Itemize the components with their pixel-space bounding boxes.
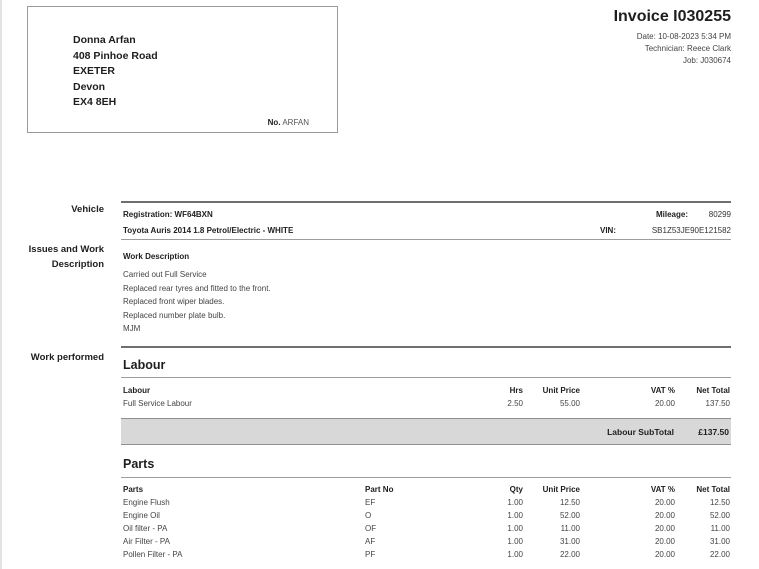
labour-heading: Labour bbox=[123, 358, 166, 372]
parts-rule bbox=[121, 477, 731, 478]
vehicle-mileage-value: 80299 bbox=[708, 210, 731, 219]
part-net: 12.50 bbox=[709, 498, 730, 507]
customer-postcode: EX4 8EH bbox=[73, 96, 117, 108]
issues-section-label-2: Description bbox=[51, 259, 104, 270]
labour-unit-price: 55.00 bbox=[559, 399, 580, 408]
part-unit-price: 31.00 bbox=[559, 537, 580, 546]
part-unit-price: 22.00 bbox=[559, 550, 580, 559]
labour-header-row bbox=[121, 385, 731, 398]
work-description-heading: Work Description bbox=[123, 252, 190, 261]
customer-number-value: ARFAN bbox=[282, 118, 309, 127]
customer-address bbox=[73, 33, 158, 111]
col-vat: VAT % bbox=[650, 386, 675, 395]
col-net-total: Net Total bbox=[696, 386, 730, 395]
customer-number bbox=[268, 118, 309, 127]
labour-subtotal-value: £137.50 bbox=[698, 427, 729, 437]
vehicle-mileage-label: Mileage: bbox=[656, 210, 689, 219]
part-unit-price: 11.00 bbox=[560, 524, 580, 533]
invoice-date: Date: 10-08-2023 5:34 PM bbox=[636, 32, 731, 41]
part-vat: 20.00 bbox=[654, 498, 675, 507]
customer-name: Donna Arfan bbox=[73, 34, 136, 46]
customer-county: Devon bbox=[73, 80, 106, 93]
part-desc: Oil filter - PA bbox=[123, 524, 168, 533]
part-qty: 1.00 bbox=[507, 498, 523, 507]
work-description-line: Carried out Full Service bbox=[123, 270, 207, 279]
col-qty: Qty bbox=[509, 485, 523, 494]
part-vat: 20.00 bbox=[654, 537, 675, 546]
customer-address-box bbox=[27, 6, 338, 133]
part-net: 52.00 bbox=[709, 511, 730, 520]
work-description-line: Replaced rear tyres and fitted to the front. bbox=[123, 283, 271, 293]
vehicle-registration: Registration: WF64BXN bbox=[123, 210, 213, 219]
part-qty: 1.00 bbox=[507, 524, 523, 533]
invoice-job: Job: J030674 bbox=[682, 56, 731, 65]
labour-vat: 20.00 bbox=[654, 399, 675, 408]
work-description-line: Replaced front wiper blades. bbox=[123, 297, 225, 306]
issues-section-label-1: Issues and Work bbox=[28, 244, 104, 255]
work-description-line: MJM bbox=[123, 324, 141, 333]
invoice-meta bbox=[637, 31, 731, 67]
col-vat: VAT % bbox=[650, 485, 675, 494]
part-vat: 20.00 bbox=[654, 550, 675, 559]
part-vat: 20.00 bbox=[654, 524, 675, 533]
table-row bbox=[121, 497, 731, 510]
col-parts: Parts bbox=[123, 485, 144, 494]
part-vat: 20.00 bbox=[654, 511, 675, 520]
customer-number-label: No. bbox=[267, 118, 281, 127]
labour-net: 137.50 bbox=[705, 399, 730, 408]
part-desc: Pollen Filter - PA bbox=[123, 550, 183, 559]
part-no: O bbox=[365, 511, 372, 520]
col-unit-price: Unit Price bbox=[542, 386, 580, 395]
labour-desc: Full Service Labour bbox=[123, 399, 192, 408]
vehicle-top-rule bbox=[121, 201, 731, 203]
part-qty: 1.00 bbox=[507, 550, 523, 559]
part-qty: 1.00 bbox=[507, 511, 523, 520]
part-desc: Air Filter - PA bbox=[123, 537, 170, 546]
labour-subtotal-bar bbox=[121, 418, 731, 445]
part-unit-price: 12.50 bbox=[559, 498, 580, 507]
customer-street: 408 Pinhoe Road bbox=[73, 49, 158, 62]
vehicle-description: Toyota Auris 2014 1.8 Petrol/Electric - WHITE bbox=[123, 226, 294, 235]
table-row bbox=[121, 523, 731, 536]
work-top-rule bbox=[121, 346, 731, 348]
labour-table bbox=[121, 385, 731, 411]
part-no: AF bbox=[365, 537, 376, 546]
invoice-title: Invoice I030255 bbox=[613, 8, 731, 25]
part-no: PF bbox=[365, 550, 376, 559]
part-desc: Engine Flush bbox=[123, 498, 170, 507]
parts-table bbox=[121, 484, 731, 562]
col-hrs: Hrs bbox=[509, 386, 523, 395]
table-row bbox=[121, 398, 731, 411]
labour-rule bbox=[121, 377, 731, 378]
table-row bbox=[121, 549, 731, 562]
work-performed-label: Work performed bbox=[30, 352, 104, 363]
page-edge bbox=[0, 0, 2, 569]
vehicle-vin-value: SB1Z53JE90E121582 bbox=[651, 226, 731, 235]
part-net: 22.00 bbox=[709, 550, 730, 559]
customer-city: EXETER bbox=[73, 65, 116, 77]
part-no: OF bbox=[365, 524, 377, 533]
table-row bbox=[121, 536, 731, 549]
work-description-lines bbox=[123, 268, 271, 336]
part-desc: Engine Oil bbox=[123, 511, 160, 520]
col-part-no: Part No bbox=[365, 485, 394, 494]
work-description-line: Replaced number plate bulb. bbox=[123, 310, 226, 320]
labour-subtotal-label: Labour SubTotal bbox=[607, 427, 674, 437]
part-no: EF bbox=[365, 498, 376, 507]
labour-hrs: 2.50 bbox=[507, 399, 523, 408]
vehicle-bottom-rule bbox=[121, 239, 731, 240]
col-labour: Labour bbox=[123, 386, 151, 395]
part-net: 31.00 bbox=[709, 537, 730, 546]
part-qty: 1.00 bbox=[507, 537, 523, 546]
vehicle-section-label: Vehicle bbox=[71, 204, 104, 215]
col-net-total: Net Total bbox=[696, 485, 730, 494]
part-net: 11.00 bbox=[710, 524, 730, 533]
parts-heading: Parts bbox=[123, 457, 155, 471]
invoice-technician: Technician: Reece Clark bbox=[644, 44, 731, 53]
part-unit-price: 52.00 bbox=[559, 511, 580, 520]
vehicle-vin-label: VIN: bbox=[600, 226, 616, 235]
col-unit-price: Unit Price bbox=[542, 485, 580, 494]
table-row bbox=[121, 510, 731, 523]
parts-header-row bbox=[121, 484, 731, 497]
